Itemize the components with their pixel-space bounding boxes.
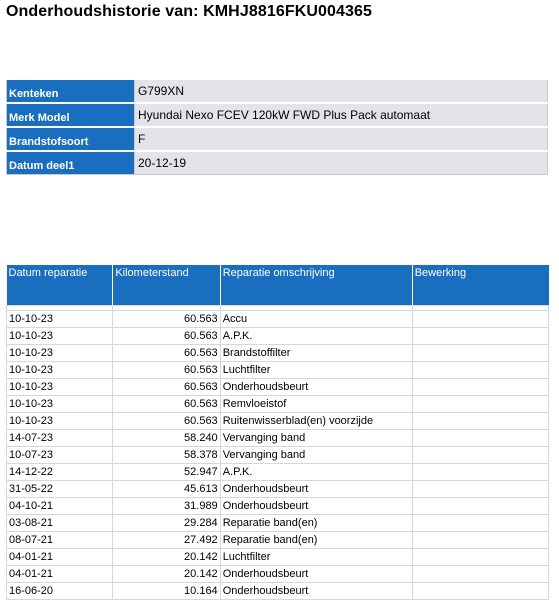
cell-description: Onderhoudsbeurt [220,583,412,600]
cell-description: Ruitenwisserblad(en) voorzijde [220,413,412,430]
header-action: Bewerking [412,265,548,306]
cell-description: Brandstoffilter [220,345,412,362]
table-row [7,566,549,583]
cell-action [412,464,548,481]
maintenance-history-table [6,265,549,600]
history-header-row [7,265,549,306]
table-row [7,464,549,481]
cell-action [412,549,548,566]
cell-action [412,345,548,362]
table-row [7,396,549,413]
header-date: Datum reparatie [7,265,113,306]
header-km: Kilometerstand [113,265,220,306]
cell-description: A.P.K. [220,328,412,345]
table-row [7,515,549,532]
vehicle-info-value: 20-12-19 [135,151,548,175]
table-row [7,345,549,362]
cell-action [412,311,548,328]
cell-km: 60.563 [113,379,220,396]
cell-action [412,583,548,600]
cell-date: 10-10-23 [7,311,113,328]
cell-description: A.P.K. [220,464,412,481]
vehicle-info-row [7,79,548,103]
cell-km: 45.613 [113,481,220,498]
vehicle-info-value: Hyundai Nexo FCEV 120kW FWD Plus Pack automaat [135,103,548,127]
table-row [7,549,549,566]
cell-action [412,515,548,532]
header-description: Reparatie omschrijving [220,265,412,306]
vehicle-info-label: Merk Model [7,103,135,127]
cell-km: 60.563 [113,311,220,328]
cell-action [412,413,548,430]
cell-date: 31-05-22 [7,481,113,498]
cell-date: 04-10-21 [7,498,113,515]
table-row [7,413,549,430]
cell-action [412,447,548,464]
vehicle-info-value: G799XN [135,79,548,103]
table-row [7,362,549,379]
cell-date: 10-10-23 [7,362,113,379]
cell-description: Vervanging band [220,430,412,447]
cell-description: Reparatie band(en) [220,532,412,549]
vehicle-info-row [7,103,548,127]
cell-action [412,566,548,583]
cell-km: 58.240 [113,430,220,447]
cell-km: 60.563 [113,328,220,345]
cell-km: 29.284 [113,515,220,532]
table-row [7,481,549,498]
cell-action [412,430,548,447]
cell-action [412,328,548,345]
cell-description: Onderhoudsbeurt [220,379,412,396]
cell-km: 60.563 [113,345,220,362]
cell-km: 27.492 [113,532,220,549]
cell-date: 10-10-23 [7,396,113,413]
cell-km: 20.142 [113,566,220,583]
cell-action [412,481,548,498]
cell-date: 08-07-21 [7,532,113,549]
vehicle-info-table [6,78,548,175]
cell-date: 10-10-23 [7,328,113,345]
table-row [7,311,549,328]
cell-km: 60.563 [113,396,220,413]
cell-date: 16-06-20 [7,583,113,600]
cell-date: 04-01-21 [7,549,113,566]
cell-description: Onderhoudsbeurt [220,566,412,583]
cell-date: 10-10-23 [7,345,113,362]
cell-action [412,362,548,379]
cell-km: 31.989 [113,498,220,515]
cell-date: 10-10-23 [7,413,113,430]
table-row [7,379,549,396]
vehicle-info-value: F [135,127,548,151]
table-row [7,498,549,515]
cell-date: 14-07-23 [7,430,113,447]
cell-action [412,532,548,549]
cell-description: Luchtfilter [220,362,412,379]
cell-km: 10.164 [113,583,220,600]
cell-date: 10-07-23 [7,447,113,464]
cell-action [412,498,548,515]
vehicle-info-label: Kenteken [7,79,135,103]
vehicle-info-label: Datum deel1 [7,151,135,175]
cell-description: Vervanging band [220,447,412,464]
table-row [7,447,549,464]
vehicle-info-row [7,127,548,151]
cell-action [412,379,548,396]
table-row [7,583,549,600]
table-row [7,328,549,345]
cell-date: 03-08-21 [7,515,113,532]
cell-km: 60.563 [113,413,220,430]
cell-km: 52.947 [113,464,220,481]
vehicle-info-label: Brandstofsoort [7,127,135,151]
cell-date: 04-01-21 [7,566,113,583]
cell-description: Onderhoudsbeurt [220,481,412,498]
table-row [7,532,549,549]
page-title: Onderhoudshistorie van: KMHJ8816FKU004365 [6,3,372,20]
cell-date: 14-12-22 [7,464,113,481]
cell-km: 20.142 [113,549,220,566]
table-row [7,430,549,447]
cell-km: 60.563 [113,362,220,379]
cell-action [412,396,548,413]
cell-description: Accu [220,311,412,328]
cell-date: 10-10-23 [7,379,113,396]
cell-description: Reparatie band(en) [220,515,412,532]
cell-description: Luchtfilter [220,549,412,566]
cell-description: Remvloeistof [220,396,412,413]
vehicle-info-row [7,151,548,175]
cell-km: 58.378 [113,447,220,464]
cell-description: Onderhoudsbeurt [220,498,412,515]
